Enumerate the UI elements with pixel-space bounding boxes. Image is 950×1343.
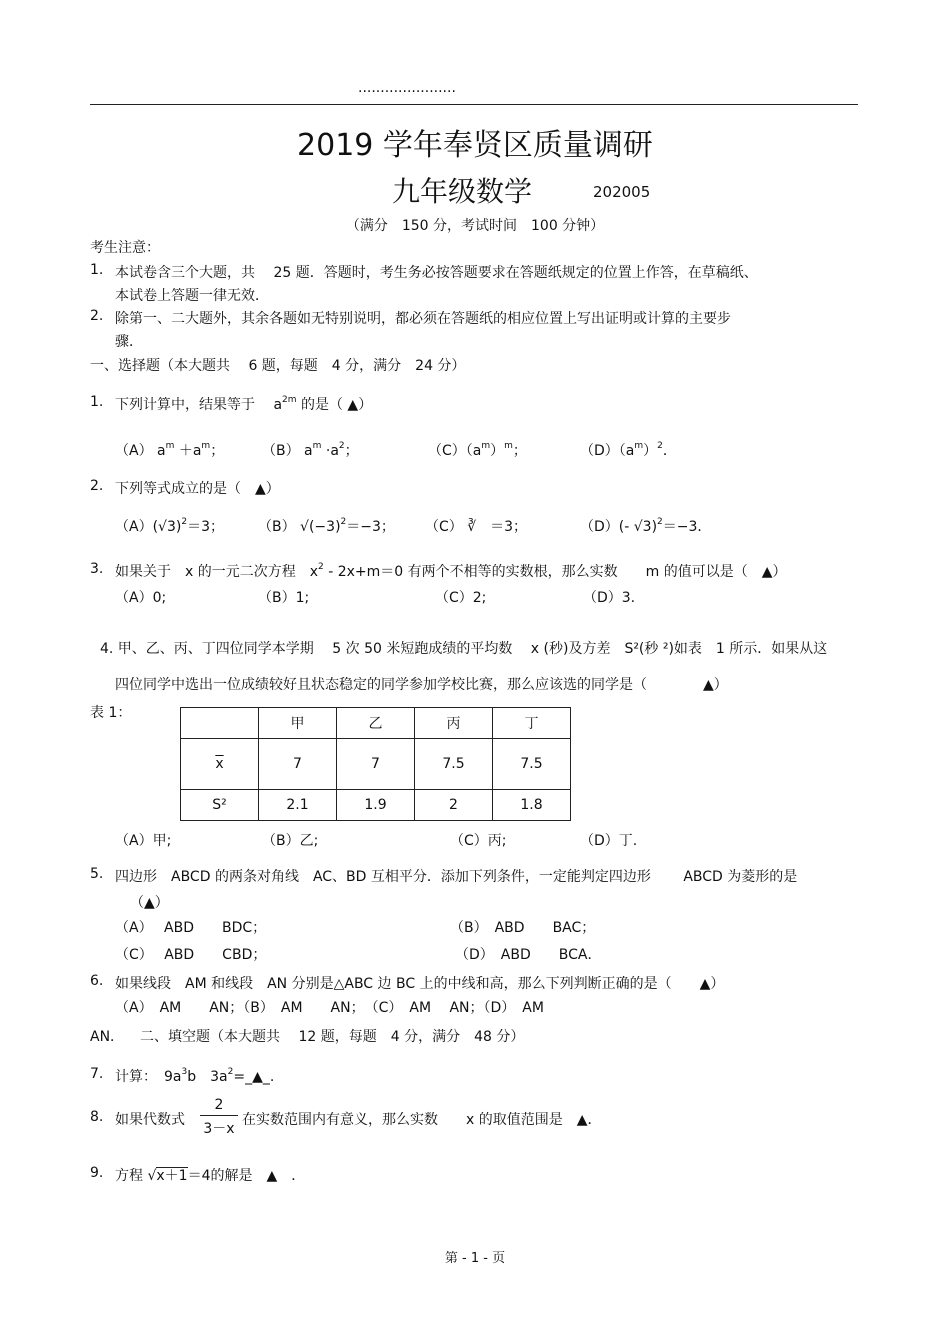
q8-fraction: [200, 1097, 238, 1138]
page-subtitle: 九年级数学: [392, 175, 533, 208]
table-cell: 1.9: [337, 790, 415, 821]
table-row: [181, 790, 571, 821]
q1-option-b: （B） $a^m \cdot a^2$；: [262, 441, 359, 459]
table-cell: 2.1: [259, 790, 337, 821]
q4-table-label: 表 1：: [90, 705, 132, 721]
q1-option-a: （A） $a^m +a^m$；: [115, 441, 225, 459]
table-cell: [181, 739, 259, 790]
fraction-numerator: 2: [200, 1097, 238, 1116]
notice-1-line1: 本试卷含三个大题，共 25 题．答题时，考生务必按答题要求在答题纸规定的位置上作答，在草稿纸、: [115, 265, 758, 281]
q5-option-c: （C） ABD CBD；: [115, 947, 267, 963]
q7-number: 7.: [90, 1066, 104, 1082]
q2-option-a: $(A)(√3)^2=3$；: [115, 517, 224, 535]
q7-stem: 计算： $9a^3b$ $3a^2=\_▲\_$.: [115, 1067, 275, 1085]
notice-2-num: 2.: [90, 308, 104, 324]
q2-number: 2.: [90, 478, 104, 494]
q1-number: 1.: [90, 394, 104, 410]
q9-number: 9.: [90, 1165, 104, 1181]
exam-date: 202005: [593, 183, 651, 201]
table-row: [181, 739, 571, 790]
q3-option-b: （B）1;: [258, 590, 310, 606]
table-cell: 7.5: [493, 739, 571, 790]
q1-option-c: $(C)(a^m)^m$；: [428, 441, 527, 459]
header-rule: [90, 104, 858, 105]
q4-option-b: （B）乙;: [262, 833, 319, 849]
notice-heading: 考生注意：: [90, 240, 160, 256]
table-cell: [181, 708, 259, 739]
q2-option-d: （D）(- √3)$^2$＝−3．: [580, 517, 712, 535]
table-cell: 7: [337, 739, 415, 790]
table-cell: 7: [259, 739, 337, 790]
q6-stem: 如果线段 AM 和线段 AN 分别是△ABC 边 BC 上的中线和高，那么下列判断正确的是（ ▲）: [115, 976, 725, 992]
table-cell: S²: [181, 790, 259, 821]
page-title: 2019 学年奉贤区质量调研: [297, 128, 653, 163]
sqrt-icon: √: [147, 1168, 157, 1184]
notice-1-num: 1.: [90, 262, 104, 278]
section2-heading: 二、填空题（本大题共 12 题，每题 4 分，满分 48 分）: [140, 1029, 525, 1045]
header-dots: ......................: [358, 80, 456, 96]
q3-stem: 如果关于 x 的一元二次方程 $x^2 - 2x+m=0$ 有两个不相等的实数根，那么实数 m 的值可以是（ ▲）: [115, 562, 787, 580]
q5-option-d: （D） ABD BCA．: [455, 947, 602, 963]
mean-symbol: $\overline{x}$: [215, 756, 224, 772]
table-cell: 乙: [337, 708, 415, 739]
table-cell: 1.8: [493, 790, 571, 821]
table-cell: 丙: [415, 708, 493, 739]
q2-option-c: （C） ∛ ＝3；: [425, 519, 528, 535]
notice-2-line1: 除第一、二大题外，其余各题如无特别说明，都必须在答题纸的相应位置上写出证明或计算的主要步: [115, 311, 731, 327]
q1-option-d: $(D)(a^m)^2$．: [580, 441, 677, 459]
q2-stem: 下列等式成立的是（ ▲）: [115, 481, 280, 497]
q8-stem-pre: 如果代数式: [115, 1112, 185, 1128]
q4-option-d: （D）丁.: [580, 833, 638, 849]
notice-1-line2: 本试卷上答题一律无效．: [115, 288, 269, 304]
q4-data-table: [180, 707, 571, 821]
q9-radicand: x＋1: [156, 1168, 188, 1184]
q5-option-a: （A） ABD BDC；: [115, 920, 267, 936]
q8-number: 8.: [90, 1109, 104, 1125]
q9-stem: 方程 √x＋1＝4的解是 ▲ ．: [115, 1168, 306, 1184]
q3-option-c: （C）2;: [435, 590, 487, 606]
q5-stem-line1: 四边形 ABCD 的两条对角线 AC、BD 互相平分．添加下列条件，一定能判定四边形 ABCD 为菱形的是: [115, 869, 798, 885]
q4-stem-line2: 四位同学中选出一位成绩较好且状态稳定的同学参加学校比赛，那么应该选的同学是（ ▲）: [115, 677, 728, 693]
page-footer: 第 - 1 - 页: [444, 1251, 506, 1266]
q4-option-a: （A）甲;: [115, 833, 172, 849]
q5-stem-line2: （▲）: [130, 895, 169, 911]
q6-number: 6.: [90, 973, 104, 989]
q3-option-a: （A）0;: [115, 590, 167, 606]
q3-number: 3.: [90, 561, 104, 577]
fraction-denominator: 3－x: [203, 1121, 235, 1137]
exam-info: （满分 150 分，考试时间 100 分钟）: [345, 218, 605, 234]
q6-options-tail: AN．: [90, 1029, 125, 1045]
table-cell: 7.5: [415, 739, 493, 790]
notice-2-line2: 骤．: [115, 334, 143, 350]
q3-option-d: （D）3.: [583, 590, 636, 606]
q6-options: （A） AM AN；（B） AM AN； （C） AM AN；（D） AM: [115, 1000, 544, 1016]
section1-heading: 一、选择题（本大题共 6 题，每题 4 分，满分 24 分）: [90, 358, 466, 374]
table-cell: 2: [415, 790, 493, 821]
q2-option-b: （B） $√(-3)^2=-3$；: [258, 517, 395, 535]
table-row: [181, 708, 571, 739]
q4-stem-line1: 4. 甲、乙、丙、丁四位同学本学期 5 次 50 米短跑成绩的平均数 x (秒)及方差 S²(秒 ²)如表 1 所示．如果从这: [100, 641, 828, 657]
table-cell: 甲: [259, 708, 337, 739]
q1-stem: 下列计算中，结果等于 $a^{2m}$ 的是（ ▲）: [115, 395, 373, 413]
q4-option-c: （C）丙;: [450, 833, 507, 849]
q5-option-b: （B） ABD BAC；: [450, 920, 596, 936]
q8-stem-post: 在实数范围内有意义，那么实数 x 的取值范围是 ▲．: [242, 1112, 602, 1128]
table-cell: 丁: [493, 708, 571, 739]
q5-number: 5.: [90, 866, 104, 882]
